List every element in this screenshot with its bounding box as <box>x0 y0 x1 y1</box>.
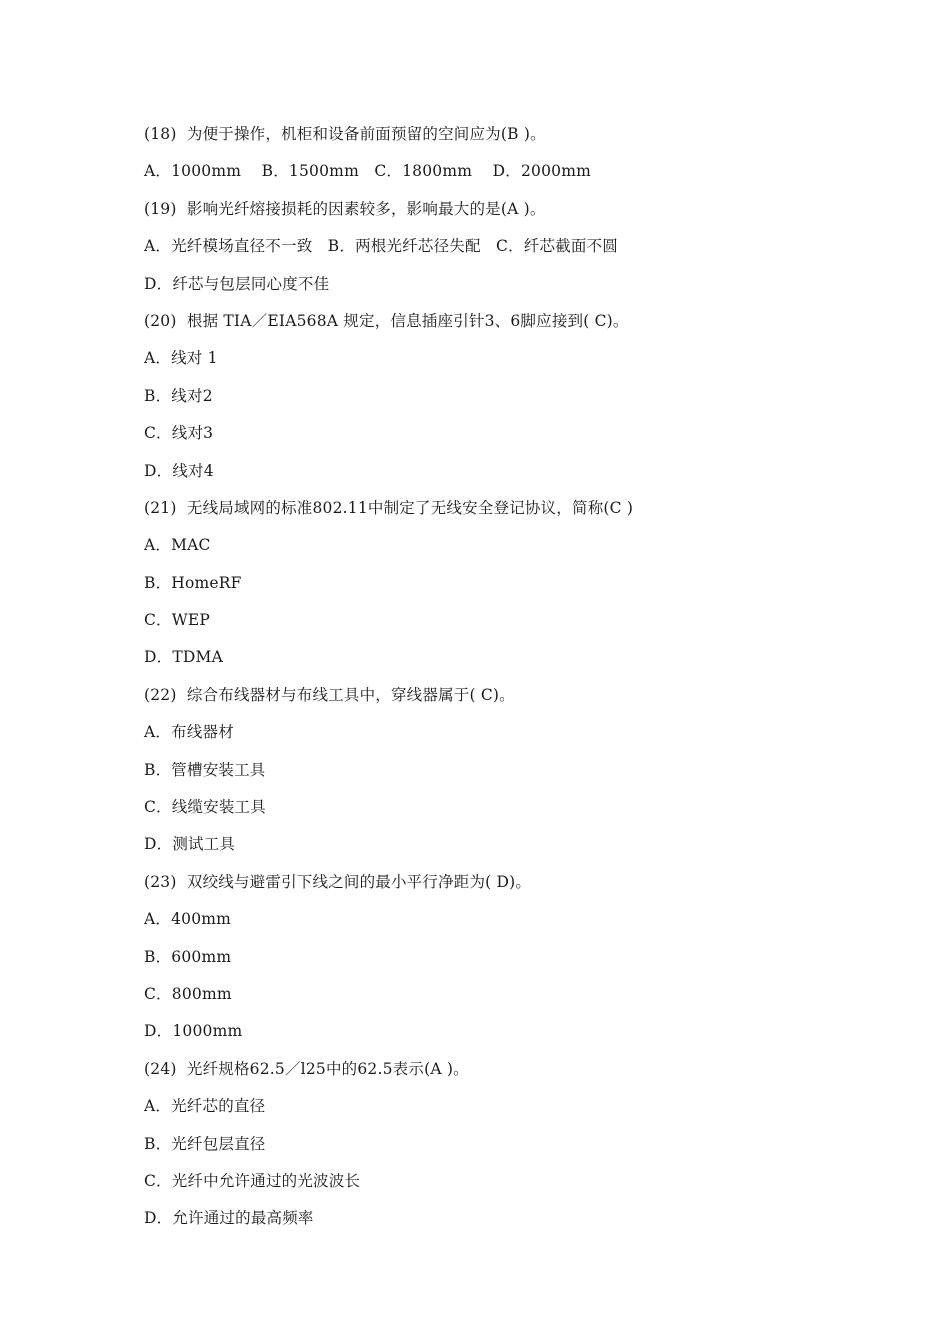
question-19: (19) 影响光纤熔接损耗的因素较多，影响最大的是(A )。 <box>144 199 546 218</box>
question-20-option-b: B．线对2 <box>144 386 213 405</box>
question-20-option-a: A．线对 1 <box>144 349 218 368</box>
question-21-option-b: B．HomeRF <box>144 573 242 592</box>
question-19-options-abc: A．光纤模场直径不一致 B．两根光纤芯径失配 C．纤芯截面不圆 <box>144 237 619 256</box>
question-22: (22) 综合布线器材与布线工具中，穿线器属于( C)。 <box>144 685 515 704</box>
question-24-option-d: D．允许通过的最高频率 <box>144 1209 314 1228</box>
question-19-option-d: D．纤芯与包层同心度不佳 <box>144 274 330 293</box>
question-22-option-b: B．管槽安装工具 <box>144 760 266 779</box>
question-24-option-b: B．光纤包层直径 <box>144 1134 266 1153</box>
question-18: (18) 为便于操作，机柜和设备前面预留的空间应为(B )。 <box>144 125 546 143</box>
question-20-option-d: D．线对4 <box>144 461 214 480</box>
question-22-option-d: D．测试工具 <box>144 835 236 854</box>
question-24: (24) 光纤规格62.5／l25中的62.5表示(A )。 <box>144 1059 469 1078</box>
question-23-option-d: D．1000mm <box>144 1022 243 1041</box>
question-20-option-c: C．线对3 <box>144 424 214 443</box>
question-22-option-c: C．线缆安装工具 <box>144 798 266 817</box>
question-23: (23) 双绞线与避雷引下线之间的最小平行净距为( D)。 <box>144 872 532 891</box>
question-22-option-a: A．布线器材 <box>144 723 234 742</box>
question-24-option-c: C．光纤中允许通过的光波波长 <box>144 1171 361 1190</box>
question-23-option-a: A．400mm <box>144 910 232 929</box>
question-20: (20) 根据 TIA／EIA568A 规定，信息插座引针3、6脚应接到( C)。 <box>144 311 629 330</box>
question-21-option-c: C．WEP <box>144 611 211 630</box>
question-23-option-c: C．800mm <box>144 984 232 1003</box>
document-body <box>144 122 844 1244</box>
question-21-option-a: A．MAC <box>144 536 211 555</box>
question-23-option-b: B．600mm <box>144 947 232 966</box>
question-21: (21) 无线局域网的标准802.11中制定了无线安全登记协议，简称(C ) <box>144 498 634 517</box>
question-21-option-d: D．TDMA <box>144 648 223 667</box>
question-24-option-a: A．光纤芯的直径 <box>144 1097 266 1116</box>
question-18-options: A．1000mm B．1500mm C．1800mm D．2000mm <box>144 162 592 181</box>
